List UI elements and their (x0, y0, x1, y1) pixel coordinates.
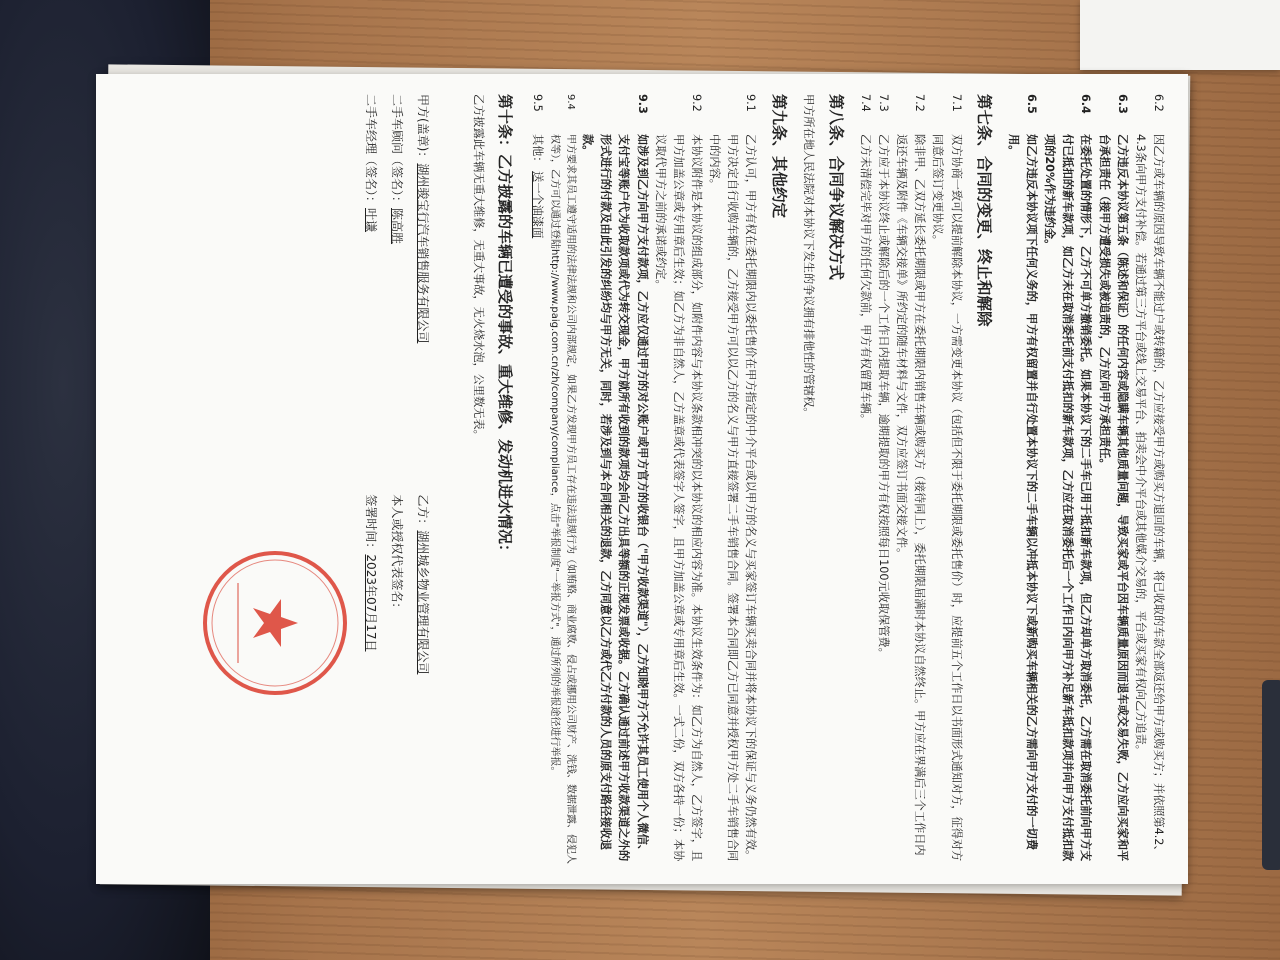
party-a-label: 甲方(盖章)： (416, 94, 431, 164)
article-7-heading: 第七条、合同的变更、终止和解除 (974, 94, 993, 327)
background-paper (1080, 0, 1280, 70)
clause-6-4: 6.4 在委托处置的情形下，乙方不可单方撤销委托。如果本协议下的二手车已用于抵扣新车款项，但乙方却单方取消委托，乙方需在取消委托前向甲方支付已抵扣的新车款项，如乙方未在取消委托前支付抵扣的新车款项，乙方应在取消委托后一个工作日内向甲方补足新车抵扣款项并向甲方支付抵扣款项的20%作为违约金。 (1043, 94, 1093, 862)
seal-star-icon (253, 599, 298, 647)
clause-9-5-extra: 送一个油漆面 (530, 171, 544, 239)
signature-block (361, 94, 439, 864)
manager-label: 二手车经理（签名）： (364, 94, 379, 209)
adviser-value: 陈高胜 (390, 208, 405, 245)
clause-7-2: 7.2 除非甲、乙双方延长委托期限或甲方在委托期限内销售车辆或购买方（接待同上），委托期限届满时本协议自然终止。甲方应在界满后三个工作日内返还车辆及附件《车辆交接单》所约定的随车材料与文件，双方应签订书面交接文件。 (895, 94, 927, 856)
clause-9-2: 9.2 本协议附件是本协议的组成部分，如附件内容与本协议条款相冲突的以本协议的相应内容为准。本协议生效条件为：如乙方为自然人，乙方签字，且甲方加盖公章或专用章后生效；如乙方为非自然人，乙方盖章或代表签字人签字，且甲方加盖公章或专用章后生效。一式二份，双方各持一份；本协议取代甲方之前的承诺或约定。 (653, 94, 703, 862)
clause-7-1: 7.1 双方协商一致可以提前解除本协议，一方需变更本协议（包括但不限于委托期限或委托售价）时，应提前五个工作日以书面形式通知对方，征得对方同意后签订变更协议。 (931, 94, 963, 862)
clause-6-3: 6.3 乙方违反本协议第五条（陈述和保证）的任何内容或隐瞒车辆其他质量问题，导致买家或平台因车辆质量原因而退车或交易失败，乙方应向买家和平台承担责任（接甲方遭受损失或被追责的，乙方应向甲方承担责任。 (1097, 94, 1129, 862)
contract-text (117, 94, 1167, 864)
party-b-signatures (361, 494, 439, 864)
article-10-heading: 第十条：乙方披露的车辆已遭受的事故、重大维修、发动机进水情况： (496, 94, 515, 560)
clause-6-5: 6.5 如乙方违反本协议项下任何义务的，甲方有权留置并自行处置本协议下的二手车辆以冲抵本协议下或新购买车辆相关的乙方需向甲方支付的一切费用。 (1006, 94, 1039, 851)
manager-value: 叶谦 (364, 208, 379, 233)
date-value: 2023年07月17日 (364, 554, 379, 652)
clause-9-4: 9.4 甲方要求其员工遵守适用的法律法规和公司内部规定，如果乙方发现甲方员工存在违法违规行为（如贿赂、商业腐败、侵占或挪用公司财产、洗钱、数据泄露、侵犯人权等），乙方可以通过登陆http://www.paig.com.cn/zh/company/compliance，点击"举报制度"一举报方式"，通过所列的举报途径进行举报。 (548, 94, 577, 864)
clause-6-2: 6.2 因乙方或车辆的原因导致车辆不能过户或转籍的，乙方应接受甲方或购买方退回的车辆，将已收取的车款全部返还给甲方或购买方；并依照第4.2、4.3条向甲方支付补偿。若通过第三方平台或线上交易平台、拍卖会中介平台或其他媒介交易的，平台或买家有权向乙方追责。 (1133, 94, 1165, 857)
clause-9-1: 9.1 乙方认可，甲方有权在委托期限内以委托售价在甲方指定的中介平台或以甲方的名义与买家签订车辆买卖合同并将本协议下的保证与义务仍然有效。甲方决定自行收购车辆的，乙方接受甲方可以以乙方的名义与甲方直接签署二手车销售合同。签署本合同即乙方已同意并授权甲方处二手车销售合同中的内容。 (708, 94, 758, 862)
party-b-value: 湖州城乡物业管理有限公司 (416, 530, 431, 675)
party-a-signatures (361, 94, 439, 464)
clause-9-5: 9.5 其他： 送一个油漆面 (530, 94, 544, 239)
party-a-value: 湖州骏宝行汽车销售服务有限公司 (416, 163, 431, 344)
company-seal (200, 548, 350, 698)
date-label: 签署时间： (364, 494, 379, 555)
adviser-label: 二手车顾问（签名）： (390, 94, 405, 209)
representative-label: 本人或授权代表签名： (390, 494, 405, 615)
contract-page (96, 74, 1188, 884)
clause-7-4: 7.4 乙方未清偿完毕对甲方的任何欠款前，甲方有权留置车辆。 (858, 94, 872, 425)
clause-7-3: 7.3 乙方应于本协议终止或解除后的一个工作日内提取车辆，逾期提取的甲方有权按照每日100元收取保管费。 (877, 94, 891, 659)
article-9-heading: 第九条、其他约定 (769, 94, 788, 219)
clause-9-3: 9.3 如涉及到乙方向甲方支付款项，乙方应仅通过甲方的对公账户或甲方官方的收银台（"甲方收款渠道"），乙方知晓甲方不允许其员工使用个人微信、支付宝等账户代为收取款项或代为转交现金，甲方就所有收到的款项均会向乙方出具等额的正规发票或收据。乙方确认通过前述甲方收款渠道之外的形式进行的付款及由此引发的纠纷均与甲方无关，同时，若涉及到与本合同相关的退款，乙方同意以乙方或代乙方付款的人员的原支付路径接收退款。 (581, 94, 649, 862)
party-b-label: 乙方： (416, 494, 431, 531)
article-8-text: 甲方所在地人民法院对本协议下发生的争议拥有排他性的管辖权。 (801, 94, 815, 419)
article-8-heading: 第八条、合同争议解决方式 (826, 94, 845, 281)
device-edge (1262, 680, 1280, 870)
article-10-text: 乙方披露此车辆无重大维修，无重大事故，无火烧水泡，公里数无表。 (472, 94, 486, 441)
